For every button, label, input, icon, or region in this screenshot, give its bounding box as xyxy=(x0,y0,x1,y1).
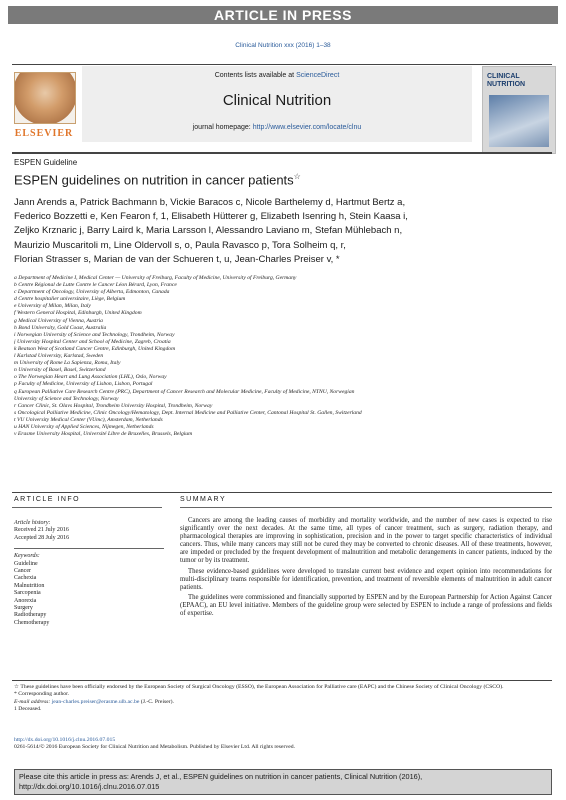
elsevier-logo xyxy=(14,72,74,144)
affiliation: g Medical University of Vienna, Austria xyxy=(14,317,103,324)
summary-text xyxy=(180,517,552,620)
email-suffix: (J.-C. Preiser). xyxy=(140,698,174,705)
cover-artwork xyxy=(489,95,549,147)
keyword: Cancer xyxy=(14,568,31,575)
affiliation: q European Palliative Care Research Centre (PRC), Department of Cancer Research and Molecular Medicine, Faculty of Medicine, NTNU, Norwegian xyxy=(14,388,355,395)
author-line: Florian Strasser s, Marian de van der Schueren t, u, Jean-Charles Preiser v, * xyxy=(14,253,340,265)
keyword: Surgery xyxy=(14,605,33,612)
doi-link[interactable]: http://dx.doi.org/10.1016/j.clnu.2016.07.015 xyxy=(14,737,116,743)
affiliation: t VU University Medical Center (VUmc), Amsterdam, Netherlands xyxy=(14,416,163,423)
journal-homepage xyxy=(82,124,472,131)
keyword: Chemotherapy xyxy=(14,619,50,626)
divider xyxy=(12,507,162,508)
contents-line xyxy=(82,72,472,79)
article-in-press-banner: ARTICLE IN PRESS xyxy=(8,6,558,24)
keyword: Sarcopenia xyxy=(14,590,41,597)
doi-block xyxy=(14,737,554,752)
footnotes xyxy=(14,684,554,713)
article-title-text: ESPEN guidelines on nutrition in cancer patients xyxy=(14,172,294,188)
title-footnote-mark[interactable]: ☆ xyxy=(293,172,301,181)
keyword: Guideline xyxy=(14,560,38,567)
affiliation: i Norwegian University of Science and Technology, Trondheim, Norway xyxy=(14,331,175,338)
summary-paragraph: The guidelines were commissioned and financially supported by ESPEN and by the European Partnership for Action Against Cancer (EPAAC), an EU level initiative. Members of the guideline group were selected by ESPEN to include a range of professions and fields of expertise. xyxy=(180,593,552,618)
affiliation: v Erasme University Hospital, Université Libre de Bruxelles, Brussels, Belgium xyxy=(14,431,193,438)
author-list xyxy=(14,196,554,267)
divider xyxy=(14,548,164,549)
keyword: Malnutrition xyxy=(14,582,45,589)
divider xyxy=(12,152,552,154)
author-line: Jann Arends a, Patrick Bachmann b, Vickie Baracos c, Nicole Barthelemy d, Hartmut Bertz a, xyxy=(14,197,406,208)
affiliation: d Centre hospitalier universitaire, Liège, Belgium xyxy=(14,296,126,303)
divider xyxy=(12,492,552,493)
homepage-link[interactable]: http://www.elsevier.com/locate/clnu xyxy=(252,124,362,131)
affiliation: b Centre Régional de Lutte Contre le Cancer Léon Bérard, Lyon, France xyxy=(14,282,177,289)
author-line: Zeljko Krznaric j, Barry Laird k, Maria Larsson l, Alessandro Laviano m, Stefan Mühlebach n, xyxy=(14,225,403,237)
article-info-heading: ARTICLE INFO xyxy=(14,496,81,503)
keyword: Anorexia xyxy=(14,597,37,604)
affiliation: a Department of Medicine I, Medical Center — University of Freiburg, Faculty of Medicine, University of Freiburg, Germany xyxy=(14,275,297,281)
email-link[interactable]: jean-charles.preiser@erasme.ulb.ac.be xyxy=(51,698,140,705)
author-line: Maurizio Muscaritoli m, Line Oldervoll s, o, Paula Ravasco p, Tora Solheim q, r, xyxy=(14,239,346,251)
journal-name: Clinical Nutrition xyxy=(222,92,332,109)
summary-paragraph: These evidence-based guidelines were developed to translate current best evidence and expert opinion into recommendations for multi-disciplinary teams responsible for identification, prevention, and treatment of reversible elements of malnutrition in adult cancer patients. xyxy=(180,567,552,591)
author-line: Federico Bozzetti e, Ken Fearon f, 1, Elisabeth Hütterer g, Elizabeth Isenring h, Stein Kaasa i, xyxy=(14,211,408,223)
affiliation: s Oncological Palliative Medicine, Clinic Oncology/Hematology, Dept. Internal Medicine and Palliative Center, Cantonal Hospital St. Gallen, Switzerland xyxy=(14,409,362,416)
keyword: Radiotherapy xyxy=(14,612,47,619)
affiliation: l Karlstad University, Karlstad, Sweden xyxy=(14,353,104,360)
journal-cover-image xyxy=(482,66,556,154)
affiliation: e University of Milan, Milan, Italy xyxy=(14,303,91,310)
affiliation: j University Hospital Center and School of Medicine, Zagreb, Croatia xyxy=(14,338,171,345)
affiliation: p Faculty of Medicine, University of Lisbon, Lisbon, Portugal xyxy=(14,381,153,388)
affiliation: c Department of Oncology, University of Alberta, Edmonton, Canada xyxy=(14,289,170,296)
elsevier-tree-icon xyxy=(14,72,76,124)
journal-header xyxy=(82,66,472,142)
keywords-title: Keywords: xyxy=(14,553,40,560)
homepage-prefix: journal homepage: xyxy=(192,124,251,131)
journal-citation-line: Clinical Nutrition xxx (2016) 1–38 xyxy=(235,42,331,49)
divider xyxy=(12,64,552,65)
affiliation: k Beatson West of Scotland Cancer Centre, Edinburgh, United Kingdom xyxy=(14,345,176,352)
affiliation: n University of Basel, Basel, Switzerland xyxy=(14,367,106,374)
divider xyxy=(180,507,552,508)
cover-title: CLINICAL NUTRITION xyxy=(487,73,526,88)
affiliation-list xyxy=(14,275,554,438)
divider xyxy=(12,680,552,681)
elsevier-logo-text: ELSEVIER xyxy=(14,128,74,139)
summary-heading: SUMMARY xyxy=(180,496,227,503)
received-date: Received 21 July 2016 xyxy=(14,527,69,534)
article-title xyxy=(14,172,301,187)
affiliation: u HAN University of Applied Sciences, Nijmegen, Netherlands xyxy=(14,423,154,430)
affiliation: r Cancer Clinic, St. Olavs Hospital, Trondheim University Hospital, Trondheim, Norway xyxy=(14,402,213,409)
deceased-footnote: 1 Deceased. xyxy=(14,705,42,712)
history-title: Article history: xyxy=(14,520,51,526)
article-info xyxy=(14,520,164,627)
summary-paragraph: Cancers are among the leading causes of morbidity and mortality worldwide, and the number of new cases is expected to rise significantly over the next decades. At the same time, all types of cancer treatment, such as surgery, radiation therapy, and pharmacological therapies are improving in sophistication, precision and in the power to target specific characteristics of individual cancers. Thus, while many cancers may still not be cured they may be converted to chronic diseases. All of these treatments, however, are impeded or precluded by the frequent development of malnutrition and metabolic derangements in cancer patients, induced by the tumor or by its treatment. xyxy=(180,517,552,565)
article-type: ESPEN Guideline xyxy=(14,158,78,167)
affiliation: University of Science and Technology, Norway xyxy=(14,395,119,402)
keyword: Cachexia xyxy=(14,575,37,582)
contents-prefix: Contents lists available at xyxy=(214,72,295,79)
copyright-line: 0261-5614/© 2016 European Society for Clinical Nutrition and Metabolism. Published by Elsevier Ltd. All rights reserved. xyxy=(14,744,296,751)
affiliation: h Bond University, Gold Coast, Australia xyxy=(14,324,107,331)
affiliation: o The Norwegian Heart and Lung Association (LHL), Oslo, Norway xyxy=(14,374,167,381)
citation-box: Please cite this article in press as: Arends J, et al., ESPEN guidelines on nutrition in cancer patients, Clinical Nutrition (2016), http://dx.doi.org/10.1016/j.clnu.2016.07.015 xyxy=(14,769,552,795)
endorsement-footnote: ☆ These guidelines have been officially endorsed by the European Society of Surgical Oncology (ESSO), the European Association for Palliative care (EAPC) and the Chinese Society of Clinical Oncology (CSCO). xyxy=(14,684,504,690)
affiliation: m University of Rome La Sapienza, Roma, Italy xyxy=(14,360,121,367)
accepted-date: Accepted 28 July 2016 xyxy=(14,534,70,541)
email-prefix: E-mail address: xyxy=(14,698,51,705)
corresponding-author-footnote: * Corresponding author. xyxy=(14,691,70,698)
email-footnote xyxy=(14,699,554,706)
sciencedirect-link[interactable]: ScienceDirect xyxy=(296,72,340,79)
affiliation: f Western General Hospital, Edinburgh, United Kingdom xyxy=(14,310,142,317)
